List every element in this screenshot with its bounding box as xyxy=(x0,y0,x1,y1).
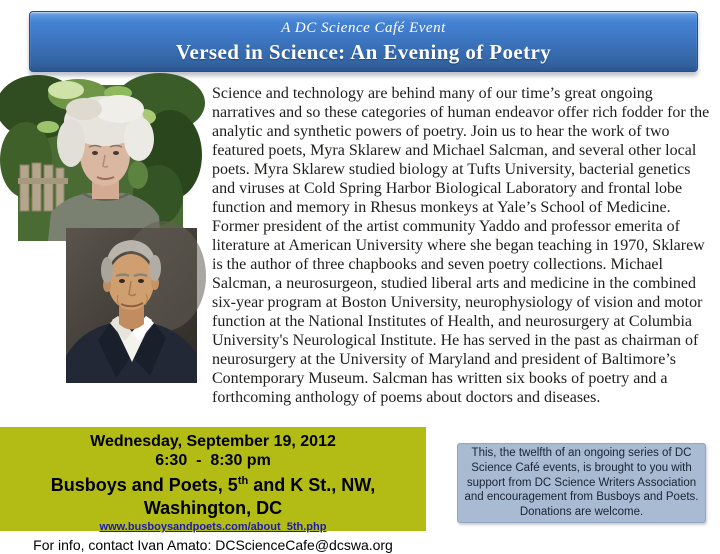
event-banner xyxy=(29,11,698,72)
event-details-box xyxy=(0,427,426,553)
event-description: Science and technology are behind many of our time’s great ongoing narratives and so these categories of human endeavor offer rich fodder for the analytic and synthetic powers of poetry. Join us to hear the work of two featured poets, Myra Sklarew and Michael Salcman, and several other local poets. Myra Sklarew studied biology at Tufts University, bacterial genetics and viruses at Cold Spring Harbor Biological Laboratory and frontal lobe function and memory in Rhesus monkeys at Yale’s School of Medicine. Former president of the artist community Yaddo and professor emerita of literature at American University where she began teaching in 1970, Sklarew is the author of three chapbooks and seven poetry collections. Michael Salcman, a neurosurgeon, studied liberal arts and medicine in the combined six-year program at Boston University, neurophysiology of vision and motor function at the National Institutes of Health, and neurosurgery at Columbia University's Neurological Institute. He has served in the past as chairman of neurosurgery at the University of Maryland and president of Baltimore’s Contemporary Museum. Salcman has written six books of poetry and a forthcoming anthology of poems about doctors and diseases. xyxy=(212,85,710,406)
portrait-myra-sklarew-illustration xyxy=(18,85,183,241)
sponsor-note-box xyxy=(457,443,706,523)
photo-michael-salcman xyxy=(66,228,197,383)
event-time: 6:30 - 8:30 pm xyxy=(155,452,271,469)
venue-website-link[interactable]: www.busboysandpoets.com/about_5th.php xyxy=(99,521,327,533)
event-venue xyxy=(0,470,426,520)
portrait-michael-salcman-illustration xyxy=(66,228,197,383)
sponsor-note-text: This, the twelfth of an ongoing series of DC Science Café events, is brought to you with support from DC Science Writers Association and encouragement from Busboys and Poets. Donations are welcome. xyxy=(464,447,699,519)
banner-subtitle: A DC Science Café Event xyxy=(281,20,446,36)
event-date: Wednesday, September 19, 2012 xyxy=(90,433,336,450)
venue-suffix: and K St., NW, Washington, DC xyxy=(143,475,376,518)
venue-ordinal-suffix: th xyxy=(237,475,249,487)
photo-myra-sklarew xyxy=(18,85,183,241)
venue-prefix: Busboys and Poets, 5 xyxy=(50,475,238,495)
event-contact-info: For info, contact Ivan Amato: DCScienceCafe@dcswa.org xyxy=(33,537,393,553)
banner-title: Versed in Science: An Evening of Poetry xyxy=(175,40,552,64)
